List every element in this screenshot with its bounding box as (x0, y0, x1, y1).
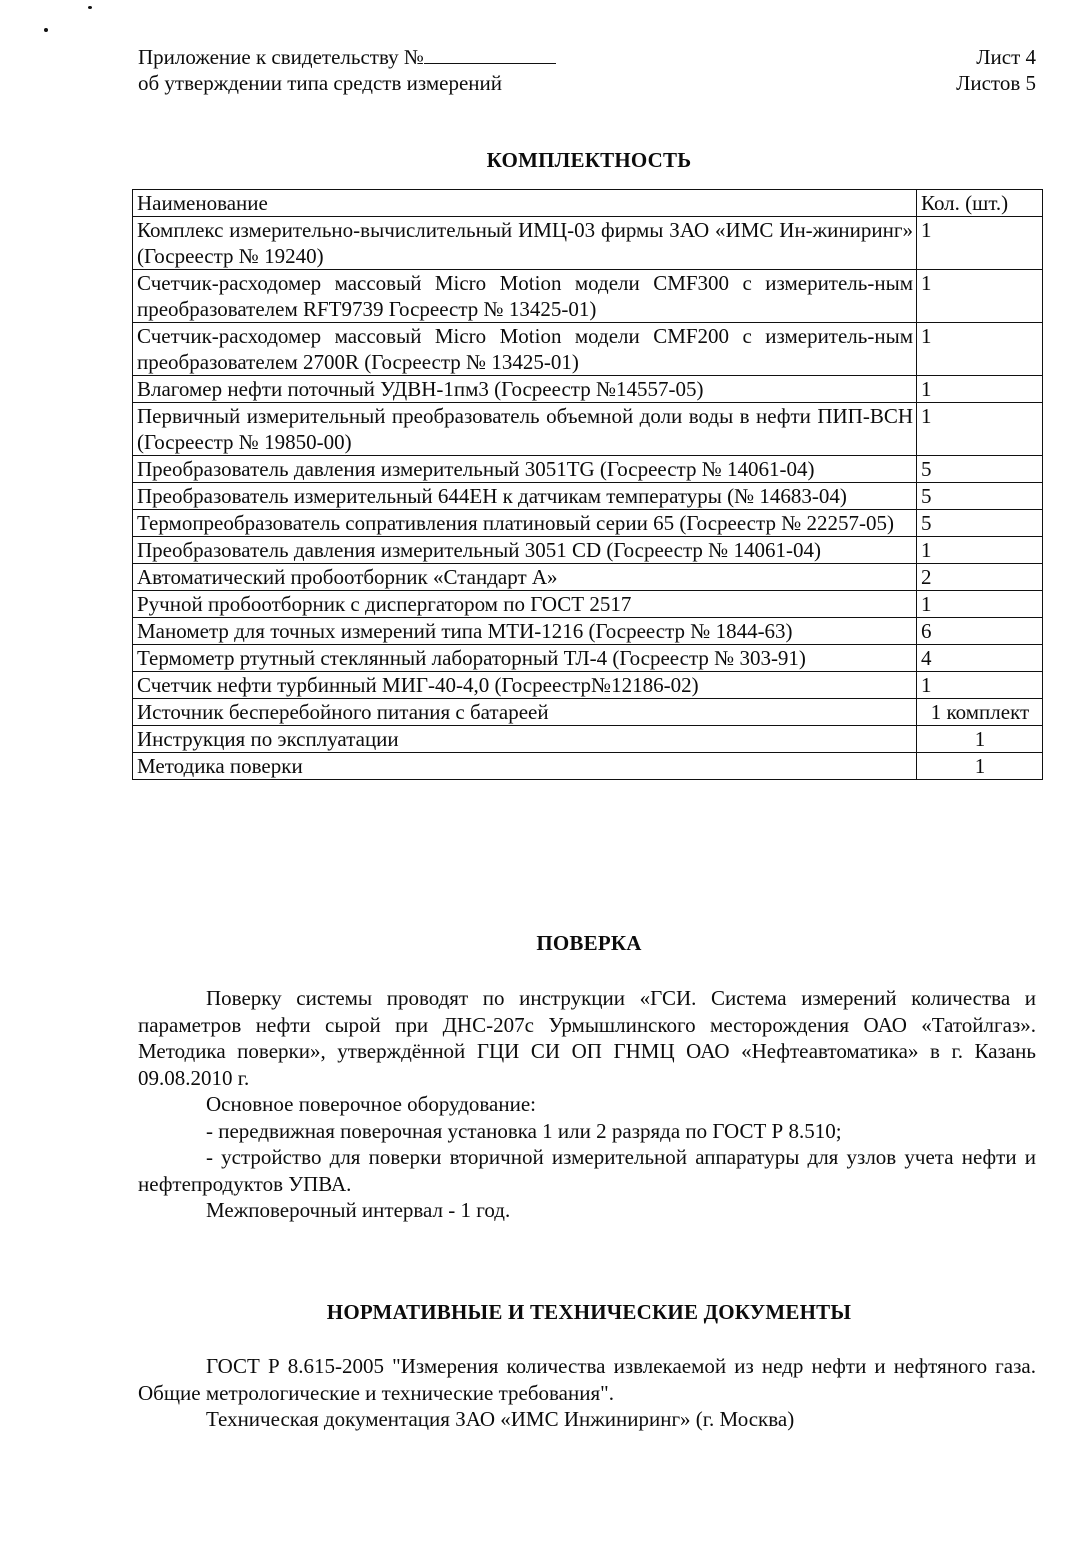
item-qty: 4 (917, 645, 1043, 672)
item-name: Методика поверки (133, 753, 917, 780)
item-name: Комплекс измерительно-вычислительный ИМЦ-03 фирмы ЗАО «ИМС Ин-жиниринг» (Госреестр № 19240) (133, 217, 917, 270)
equipment-heading: Основное поверочное оборудование: (206, 1092, 537, 1116)
table-row (133, 376, 1043, 403)
table-row (133, 591, 1043, 618)
item-name: Манометр для точных измерений типа МТИ-1216 (Госреестр № 1844-63) (133, 618, 917, 645)
item-name: Преобразователь давления измерительный 3051TG (Госреестр № 14061-04) (133, 456, 917, 483)
scan-speck (88, 6, 92, 9)
type-approval-label: об утверждении типа средств измерений (138, 71, 503, 95)
item-qty: 1 (917, 726, 1043, 753)
item-name: Источник бесперебойного питания с батареей (133, 699, 917, 726)
item-name: Первичный измерительный преобразователь объемной доли воды в нефти ПИП-ВСН (Госреестр № 19850-00) (133, 403, 917, 456)
table-header-row (133, 190, 1043, 217)
item-name: Преобразователь давления измерительный 3051 CD (Госреестр № 14061-04) (133, 537, 917, 564)
sheet-number: Лист 4 (976, 45, 1036, 69)
table-row (133, 618, 1043, 645)
item-name: Термометр ртутный стеклянный лабораторный ТЛ-4 (Госреестр № 303-91) (133, 645, 917, 672)
item-name: Влагомер нефти поточный УДВН-1пм3 (Госреестр №14557-05) (133, 376, 917, 403)
item-name: Преобразователь измерительный 644ЕН к датчикам температуры (№ 14683-04) (133, 483, 917, 510)
table-row (133, 456, 1043, 483)
table-row (133, 753, 1043, 780)
item-name: Инструкция по эксплуатации (133, 726, 917, 753)
calibration-interval: Межповерочный интервал - 1 год. (206, 1198, 511, 1222)
certificate-appendix-label: Приложение к свидетельству № (138, 45, 424, 69)
poverka-title: ПОВЕРКА (536, 931, 642, 955)
item-qty: 1 (917, 672, 1043, 699)
normative-section (138, 1353, 1036, 1433)
komplektnost-title: КОМПЛЕКТНОСТЬ (486, 148, 692, 172)
item-qty: 1 (917, 537, 1043, 564)
item-name: Ручной пробоотборник с диспергатором по ГОСТ 2517 (133, 591, 917, 618)
table-row (133, 270, 1043, 323)
item-qty: 1 (917, 753, 1043, 780)
document-header (138, 44, 556, 96)
item-qty: 1 (917, 403, 1043, 456)
item-name: Счетчик-расходомер массовый Micro Motion модели CMF200 с измеритель-ным преобразователем 2700R (Госреестр № 13425-01) (133, 323, 917, 376)
item-qty: 2 (917, 564, 1043, 591)
item-name: Счетчик-расходомер массовый Micro Motion модели CMF300 с измеритель-ным преобразователем RFT9739 Госреестр № 13425-01) (133, 270, 917, 323)
table-row (133, 564, 1043, 591)
table-row (133, 645, 1043, 672)
item-name: Термопреобразователь сопративления платиновый серии 65 (Госреестр № 22257-05) (133, 510, 917, 537)
equipment-item: - передвижная поверочная установка 1 или 2 разряда по ГОСТ Р 8.510; (206, 1118, 842, 1143)
item-qty: 1 (917, 591, 1043, 618)
normative-title: НОРМАТИВНЫЕ И ТЕХНИЧЕСКИЕ ДОКУМЕНТЫ (326, 1300, 852, 1324)
sheets-total: Листов 5 (956, 71, 1036, 95)
normative-document: ГОСТ Р 8.615-2005 "Измерения количества извлекаемой из недр нефти и нефтяного газа. Общие метрологические и технические требования". (138, 1354, 1036, 1405)
table-row (133, 510, 1043, 537)
certificate-number-blank (424, 44, 556, 64)
item-qty: 1 (917, 270, 1043, 323)
table-row (133, 403, 1043, 456)
item-name: Автоматический пробоотборник «Стандарт А» (133, 564, 917, 591)
sheet-info (956, 44, 1036, 96)
komplektnost-table (132, 189, 1043, 780)
table-row (133, 537, 1043, 564)
table-row (133, 699, 1043, 726)
column-header-qty: Кол. (шт.) (917, 190, 1043, 217)
table-row (133, 726, 1043, 753)
table-row (133, 217, 1043, 270)
item-qty: 1 (917, 376, 1043, 403)
technical-documentation: Техническая документация ЗАО «ИМС Инжиниринг» (г. Москва) (206, 1407, 795, 1431)
item-qty: 5 (917, 510, 1043, 537)
item-qty: 1 комплект (917, 699, 1043, 726)
column-header-name: Наименование (133, 190, 917, 217)
table-row (133, 323, 1043, 376)
item-qty: 5 (917, 483, 1043, 510)
item-qty: 1 (917, 217, 1043, 270)
table-row (133, 672, 1043, 699)
item-name: Счетчик нефти турбинный МИГ-40-4,0 (Госреестр№12186-02) (133, 672, 917, 699)
item-qty: 6 (917, 618, 1043, 645)
poverka-section (138, 985, 1036, 1224)
equipment-item: - устройство для поверки вторичной измерительной аппаратуры для узлов учета нефти и нефтепродуктов УПВА. (138, 1145, 1036, 1196)
item-qty: 1 (917, 323, 1043, 376)
poverka-paragraph: Поверку системы проводят по инструкции «ГСИ. Система измерений количества и параметров нефти сырой при ДНС-207с Урмышлинского месторождения ОАО «Татойлгаз». Методика поверки», утверждённой ГЦИ СИ ОП ГНМЦ ОАО «Нефтеавтоматика» в г. Казань 09.08.2010 г. (138, 986, 1036, 1090)
table-row (133, 483, 1043, 510)
item-qty: 5 (917, 456, 1043, 483)
scan-speck (44, 28, 48, 32)
